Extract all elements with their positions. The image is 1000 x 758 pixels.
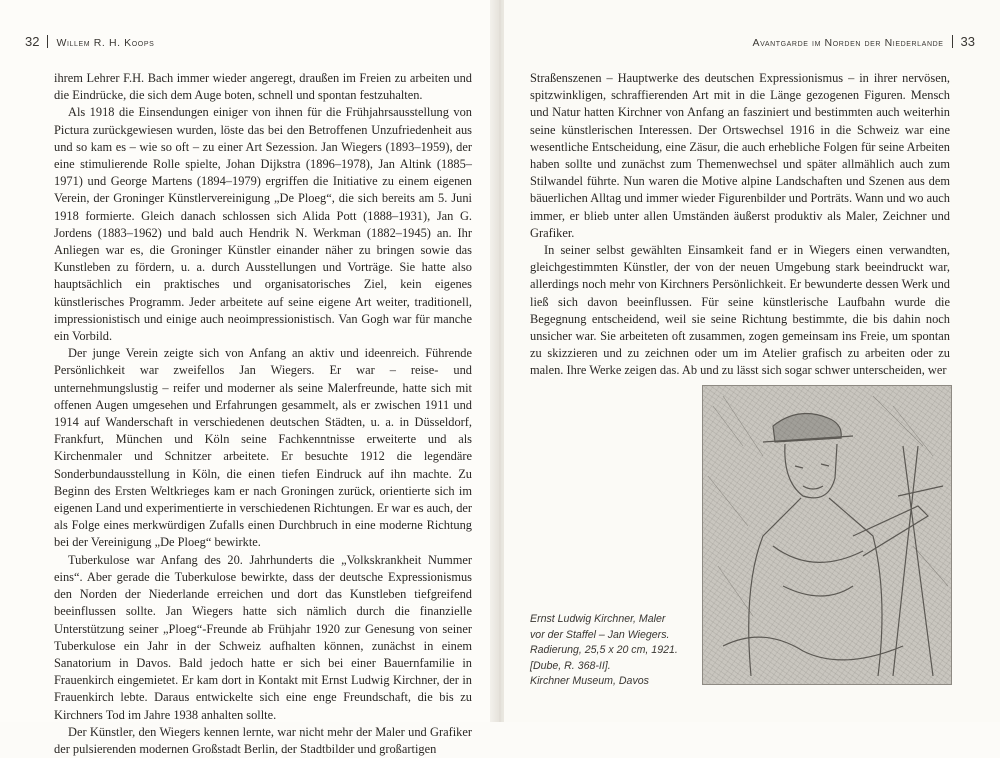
paragraph: Tuberkulose war Anfang des 20. Jahrhunderts die „Volkskrankheit Nummer eins“. Aber gerade die Tuberkulose bewirkte, dass der deutsche Expressionismus den Norden der Niederlande erreichen und dort das Kunstleben tiefgreifend beeinflussen sollte. Jan Wiegers hatte sich nämlich durch die finanzielle Unterstützung seiner „Ploeg“-Freunde ab Frühjahr 1920 zur Genesung von seiner Tuberkulose ein Jahr in der Schweiz aufhalten können, zunächst in einem Sanatorium in Davos. Bald jedoch hatte er sich bei einer Bauernfamilie in Frauenkirch eingemietet. Er kam dort in Kontakt mit Ernst Ludwig Kirchner, der in Frauenkirch lebte. Daraus entwickelte sich eine enge Freundschaft, die bis zu Kirchners Tod im Jahre 1938 anhalten sollte. — [54, 552, 472, 722]
paragraph: Der Künstler, den Wiegers kennen lernte, war nicht mehr der Maler und Grafiker der pulsierenden modernen Großstadt Berlin, der Stadtbilder und großartigen — [54, 724, 472, 756]
right-running-head: Avantgarde im Norden der Niederlande — [752, 37, 944, 49]
right-page-number: 33 — [960, 34, 975, 49]
header-divider — [47, 35, 48, 48]
etching-figure — [702, 385, 952, 685]
caption-line: Radierung, 25,5 x 20 cm, 1921. — [530, 644, 678, 657]
etching-portrait-icon — [703, 386, 951, 684]
figure-caption — [530, 612, 690, 690]
paragraph: ihrem Lehrer F.H. Bach immer wieder angeregt, draußen im Freien zu arbeiten und die Eindrücke, die sich dem Auge boten, schnell und spontan festzuhalten. — [54, 71, 472, 103]
right-page — [504, 0, 1000, 722]
caption-line: Ernst Ludwig Kirchner, Maler — [530, 613, 666, 625]
paragraph: Der junge Verein zeigte sich von Anfang an aktiv und ideenreich. Führende Persönlichkeit war zweifellos Jan Wiegers. Er war – reise- und unternehmungslustig – reifer und moderner als seine Malerfreunde, hatte sich mit offenen Augen umgesehen und Erfahrungen gesammelt, als er zwischen 1911 und 1914 auf Wanderschaft in verschiedenen deutschen Städten, u. a. in Düsseldorf, Frankfurt, München und Köln seine Fachkenntnisse erweiterte und als Kirchenmaler und Schnitzer arbeitete. Er besuchte 1912 die legendäre Sonderbundausstellung in Köln, die einen tiefen Eindruck auf ihn machte. Zu Beginn des Ersten Weltkrieges kam er nach Groningen zurück, orientierte sich im eigenen Land und experimentierte in verschiedenen Richtungen. Er war es auch, der als Folge eines merkwürdigen Zufalls einen Durchbruch in eine moderne Richtung bei der Vereinigung „De Ploeg“ bewirkte. — [54, 346, 473, 550]
caption-line: vor der Staffel – Jan Wiegers. — [530, 628, 670, 641]
paragraph: Straßenszenen – Hauptwerke des deutschen Expressionismus – in ihrer nervösen, spitzwinkligen, schraffierenden Art mit in die Länge gezogenen Figuren. Mensch und Natur hatten Kirchner von Anfang an fasziniert und bestimmten auch weiterhin seine künstlerischen Interessen. Der Ortswechsel 1916 in die Schweiz war eine wesentliche Entscheidung, eine Zäsur, die auch erhebliche Folgen für seine Arbeiten haben sollte und zunächst zum Themenwechsel und später allmählich auch zum Stilwandel führte. Nun waren die Motive alpine Landschaften und Szenen aus dem bäuerlichen Alltag und immer wieder Figurenbilder und Porträts. Wann und wo auch immer, er blieb unter allen Umständen äußerst produktiv als Maler, Zeichner und Grafiker. — [530, 71, 950, 240]
paragraph: In seiner selbst gewählten Einsamkeit fand er in Wiegers einen verwandten, gleichgestimmten Künstler, der von der neuen Umgebung stark beeindruckt war, allerdings noch mehr von Kirchners Persönlichkeit. Er bewunderte dessen Werk und ließ sich davon beeinflussen. Für seine künstlerische Laufbahn wurde die Begegnung entscheidend, weil sie seine Richtung bestimmte, die bis dahin noch unsicher war. Sie arbeiteten oft zusammen, zogen gemeinsam ins Freie, um spontan zu skizzieren und zu zeichnen oder um im Atelier grafisch zu arbeiten oder zu malen. Ihre Werke zeigen das. Ab und zu lässt sich sogar schwer unterscheiden, wer — [530, 243, 950, 378]
right-body-text — [530, 70, 950, 380]
caption-line: [Dube, R. 368-II]. — [530, 659, 611, 672]
left-running-head: Willem R. H. Koops — [56, 37, 155, 49]
header-divider — [952, 35, 953, 48]
paragraph: Als 1918 die Einsendungen einiger von ihnen für die Frühjahrsausstellung von Pictura zurückgewiesen wurden, löste das bei den Betroffenen Unzufriedenheit aus und so kam es – wie so oft – zu einer Art Sezession. Jan Wiegers (1893–1959), der eine stimulierende Rolle spielte, Johan Dijkstra (1896–1978), Jan Altink (1885–1971) und George Martens (1894–1979) ergriffen die Initiative zu einem eigenen Verein, der Groninger Künstlervereinigung „De Ploeg“, die sich bereits am 5. Juni 1918 formierte. Gleich danach schlossen sich Alida Pott (1888–1931), Jan G. Jordens (1883–1962) und bald auch Hendrik N. Werkman (1882–1945) an. Ihr Anliegen war es, die Groninger Künstler einander näher zu bringen sowie das Kunstleben zu fördern, u. a. durch Ausstellungen und Vorträge. Sie hatte also hauptsächlich ein praktisches und organisatorisches Ziel, kein eigenes künstlerisches Programm. Jeder arbeitete auf seine eigene Art weiter, traditionell, impressionistisch und einige auch neoimpressionistisch. Van Gogh war für manche ein Vorbild. — [54, 105, 472, 344]
caption-line: Kirchner Museum, Davos — [530, 675, 649, 688]
left-page-header — [25, 34, 154, 49]
right-page-header — [752, 34, 975, 49]
left-page-number: 32 — [25, 34, 40, 49]
left-page — [0, 0, 496, 756]
left-body-text — [54, 70, 472, 758]
